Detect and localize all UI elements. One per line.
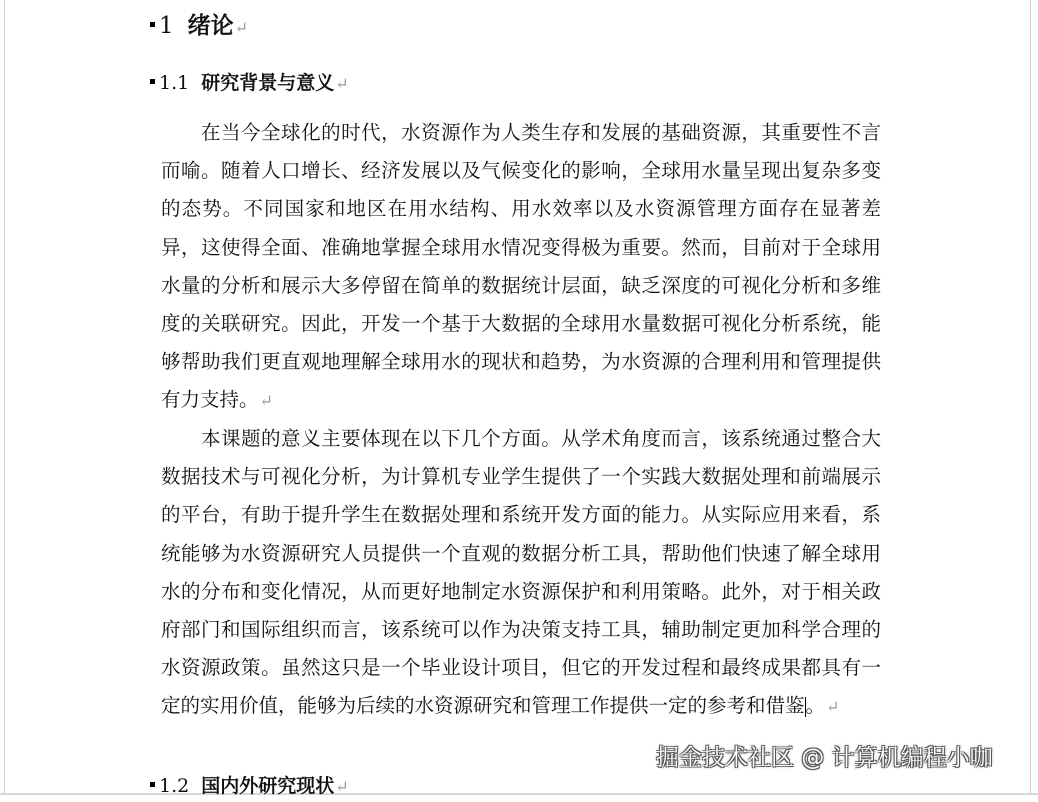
paragraph-mark-icon: ↵ xyxy=(335,777,349,796)
paragraph-mark-icon: ↵ xyxy=(234,18,249,37)
heading-bullet-icon xyxy=(150,79,155,84)
heading-title: 研究背景与意义 xyxy=(201,72,335,94)
heading-title: 国内外研究现状 xyxy=(201,775,335,797)
paragraph-mark-icon: ↵ xyxy=(259,391,273,411)
heading-bullet-icon xyxy=(150,22,155,27)
body-paragraph-1[interactable] xyxy=(161,114,881,421)
heading-number: 1.2 xyxy=(159,775,190,797)
watermark: 掘金技术社区 @ 计算机编程小咖 xyxy=(656,745,993,771)
heading-title: 绪论 xyxy=(187,12,234,39)
paragraph-text-period: 。 xyxy=(805,694,826,718)
heading-1-1[interactable] xyxy=(150,68,349,99)
heading-1-2[interactable] xyxy=(150,771,349,802)
page-edge-left xyxy=(4,0,5,795)
paragraph-text: 本课题的意义主要体现在以下几个方面。从学术角度而言，该系统通过整合大数据技术与可视化分析，为计算机专业学生提供了一个实践大数据处理和前端展示的平台，有助于提升学生在数据处理和系统开发方面的能力。从实际应用来看，系统能够为水资源研究人员提供一个直观的数据分析工具，帮助他们快速了解全球用水的分布和变化情况，从而更好地制定水资源保护和利用策略。此外，对于相关政府部门和国际组织而言，该系统可以作为决策支持工具，辅助制定更加科学合理的水资源政策。虽然这只是一个毕业设计项目，但它的开发过程和最终成果都具有一定的实用价值，能够为后续的水资源研究和管理工作提供一定的 xyxy=(161,427,881,718)
paragraph-mark-icon: ↵ xyxy=(826,697,840,717)
paragraph-text-end: 参考和借鉴 xyxy=(707,694,805,718)
paragraph-mark-icon: ↵ xyxy=(335,74,349,93)
heading-number: 1 xyxy=(159,13,174,39)
heading-bullet-icon xyxy=(150,782,155,787)
body-paragraph-2[interactable] xyxy=(161,420,881,727)
heading-1[interactable] xyxy=(150,9,248,45)
heading-number: 1.1 xyxy=(159,72,190,94)
paragraph-text: 在当今全球化的时代，水资源作为人类生存和发展的基础资源，其重要性不言而喻。随着人口增长、经济发展以及气候变化的影响，全球用水量呈现出复杂多变的态势。不同国家和地区在用水结构、用水效率以及水资源管理方面存在显著差异，这使得全面、准确地掌握全球用水情况变得极为重要。然而，目前对于全球用水量的分析和展示大多停留在简单的数据统计层面，缺乏深度的可视化分析和多维度的关联研究。因此，开发一个基于大数据的全球用水量数据可视化分析系统，能够帮助我们更直观地理解全球用水的现状和趋势，为水资源的合理利用和管理提供有力支持。 xyxy=(161,121,881,412)
page-edge-right xyxy=(1030,0,1031,795)
